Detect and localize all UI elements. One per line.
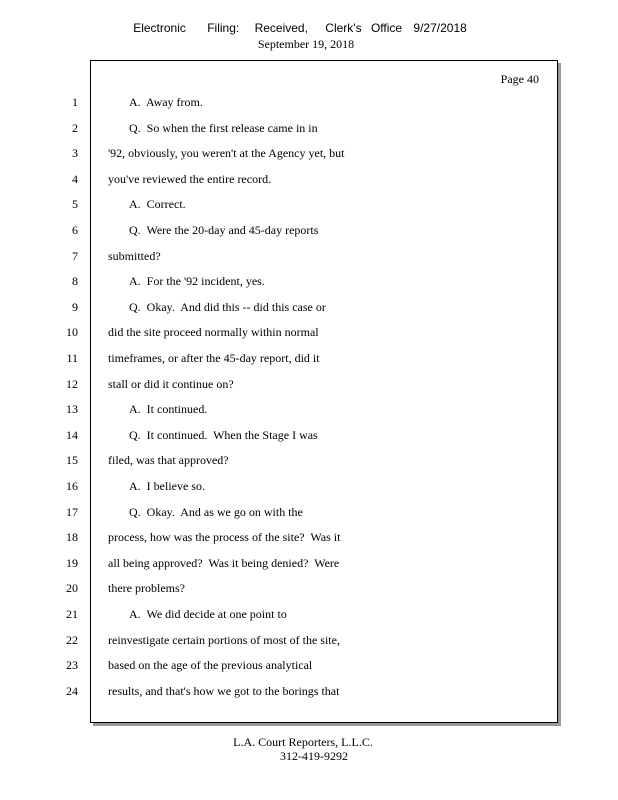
transcript-line: process, how was the process of the site? Was it: [108, 530, 341, 545]
line-number: 21: [66, 607, 78, 621]
transcript-line: A. For the '92 incident, yes.: [129, 274, 265, 289]
stamp-clerks: Clerk's: [325, 21, 362, 35]
transcript-line: filed, was that approved?: [108, 453, 229, 468]
transcript-line: A. It continued.: [129, 402, 208, 417]
transcript-line: A. Correct.: [129, 197, 186, 212]
line-number: 1: [72, 95, 78, 109]
transcript-line: did the site proceed normally within normal: [108, 325, 319, 340]
transcript-line: submitted?: [108, 248, 161, 263]
transcript-line: timeframes, or after the 45-day report, did it: [108, 351, 320, 365]
line-number: 4: [72, 171, 78, 186]
line-number: 20: [66, 581, 78, 596]
line-number: 5: [72, 197, 78, 212]
line-number: 11: [66, 351, 78, 365]
line-number: 9: [72, 299, 78, 314]
line-number: 6: [72, 223, 78, 237]
transcript-line: you've reviewed the entire record.: [108, 171, 272, 186]
stamp-office: Office: [370, 21, 403, 35]
line-number: 16: [66, 479, 78, 493]
transcript-line: stall or did it continue on?: [108, 376, 234, 391]
transcript-line: reinvestigate certain portions of most of the site,: [108, 632, 340, 647]
line-number: 19: [66, 555, 78, 570]
page-number: Page 40: [500, 72, 539, 86]
transcript-line: Q. Were the 20-day and 45-day reports: [129, 223, 319, 237]
line-number: 15: [66, 453, 78, 468]
line-number: 14: [66, 427, 78, 442]
transcript-line: Q. Okay. And as we go on with the: [129, 504, 303, 519]
line-number: 22: [66, 632, 78, 647]
transcript-line: all being approved? Was it being denied? Were: [108, 555, 340, 570]
transcript-line: A. We did decide at one point to: [129, 607, 287, 621]
line-number: 13: [66, 402, 78, 417]
line-number: 2: [72, 120, 78, 135]
stamp-date: 9/27/2018: [413, 21, 467, 35]
line-number: 3: [72, 146, 78, 161]
transcript-line: Q. So when the first release came in in: [129, 120, 318, 135]
transcript-line: Q. Okay. And did this -- did this case or: [129, 299, 326, 314]
transcript-line: based on the age of the previous analytical: [108, 658, 313, 673]
transcript-line: results, and that's how we got to the borings that: [108, 683, 340, 698]
transcript-line: A. Away from.: [129, 95, 203, 109]
footer-company: L.A. Court Reporters, L.L.C.: [233, 735, 373, 749]
transcript-line: '92, obviously, you weren't at the Agency yet, but: [108, 146, 345, 161]
line-number: 12: [66, 376, 78, 391]
line-number: 10: [66, 325, 78, 340]
stamp-filing: Filing:: [207, 21, 240, 35]
line-number: 18: [66, 530, 78, 545]
line-number: 8: [72, 274, 78, 289]
stamp-electronic: Electronic: [133, 21, 186, 35]
transcript-line: Q. It continued. When the Stage I was: [129, 427, 318, 442]
transcript-line: A. I believe so.: [129, 479, 205, 493]
line-number: 7: [72, 248, 78, 263]
footer-phone: 312-419-9292: [280, 749, 348, 763]
transcript-line: there problems?: [108, 581, 185, 596]
filing-stamp: [0, 21, 600, 35]
transcript-date: September 19, 2018: [257, 37, 355, 51]
stamp-received: Received,: [254, 21, 308, 35]
line-number: 17: [66, 504, 78, 519]
line-number: 23: [66, 658, 78, 673]
line-number: 24: [66, 683, 78, 698]
